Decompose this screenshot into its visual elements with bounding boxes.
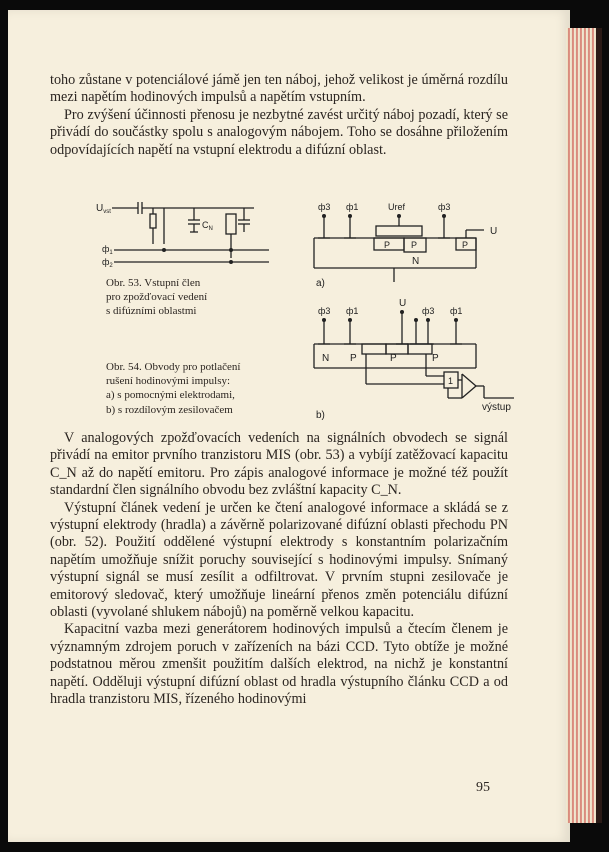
caption-line: pro zpožďovací vedení xyxy=(106,291,208,304)
n-region: N xyxy=(412,256,420,267)
page-edges xyxy=(566,28,596,823)
caption-line: a) s pomocnými elektrodami, xyxy=(106,389,235,402)
phase-label: ф3 xyxy=(438,202,451,212)
phase-label: ф3 xyxy=(318,202,331,212)
phase-label: ф3 xyxy=(422,306,435,316)
p-region: P xyxy=(384,240,391,250)
figure-53-diagram xyxy=(94,192,284,272)
figure-53-caption xyxy=(106,276,207,319)
phi2-label: $ф_2$ xyxy=(102,257,113,269)
figure-54b-diagram xyxy=(304,294,534,424)
u-label: U xyxy=(399,298,407,309)
caption-line: Obr. 53. Vstupní člen xyxy=(106,277,201,289)
amplifier-label: 1 xyxy=(448,376,454,386)
figure-54-caption xyxy=(106,360,240,417)
paragraph-2: Pro zvýšení účinnosti přenosu je nezbytné zavést určitý náboj pozadí, který se přivádí do součástky spolu s analogovým nábojem. Toho se dosáhne přiložením odpovídajících napětí na vstupní elektrodu a difúzní oblast. xyxy=(50,106,508,158)
phi1-label: $ф_1$ xyxy=(102,244,113,256)
paragraph-5: Kapacitní vazba mezi generátorem hodinových impulsů a čtecím členem je významným zdrojem poruch v zařízeních na bázi CCD. Tyto obtíže je možné podstatnou měrou zmenšit použitím dalších elektrod, na nichž je konstantní napětí. Odděluji výstupní difúzní oblast od hradla výstupního článku CCD a od hradla tranzistoru MIS, řízeného hodinovými xyxy=(50,621,508,708)
phase-label: ф1 xyxy=(346,202,359,212)
phase-label: ф3 xyxy=(318,306,331,316)
phase-label: ф1 xyxy=(346,306,359,316)
page-number: 95 xyxy=(476,780,490,795)
p-region: P xyxy=(462,240,469,250)
top-text xyxy=(50,72,508,159)
paragraph-4: Výstupní článek vedení je určen ke čtení analogové informace a skládá se z výstupní elektrody (hradla) a závěrně polarizované difúzní oblasti přechodu PN (obr. 52). Použití oddělené výstupní elektrody s konstantním polarizačním napětím umožňuje snížit poruchy související s hodinovými impulsy. Snímaný výstupní signál se musí zesílit a odfiltrovat. V prvním stupni zesilovače je emitorový sledovač, který umožňuje lineární přenos změn potenciálu difúzní oblasti (vyvolané shlukem nábojů) na poměrně velkou kapacitu. xyxy=(50,499,508,621)
p-region: P xyxy=(350,353,357,364)
fig-tag-b: b) xyxy=(316,410,325,421)
uref-label: Uref xyxy=(388,202,406,212)
caption-line: rušení hodinovými impulsy: xyxy=(106,375,231,388)
phase-label: ф1 xyxy=(450,306,463,316)
book-page xyxy=(8,10,570,842)
paragraph-1: toho zůstane v potenciálové jámě jen ten náboj, jehož velikost je úměrná rozdílu mezi napětím hodinových impulsů a napětím vstupním. xyxy=(50,72,508,106)
cn-label: $C_N$ xyxy=(202,220,213,232)
uvst-label: $U_{vst}$ xyxy=(96,203,111,215)
p-region: P xyxy=(432,353,439,364)
figure-54a-diagram xyxy=(304,198,514,288)
fig-tag-a: a) xyxy=(316,278,325,288)
p-region: P xyxy=(390,353,397,364)
caption-line: b) s rozdílovým zesilovačem xyxy=(106,403,233,416)
u-label: U xyxy=(490,226,498,237)
caption-line: s difúzními oblastmi xyxy=(106,305,197,318)
caption-line: Obr. 54. Obvody pro potlačení xyxy=(106,361,241,373)
paragraph-3: V analogových zpožďovacích vedeních na signálních obvodech se signál přivádí na emitor prvního tranzistoru MIS (obr. 53) a vybíjí zatěžovací kapacitu C_N až do napětí emitoru. Pro zápis analogové informace je možné též použít standardní člen signálního obvodu bez zvláštní kapacity C_N. xyxy=(50,430,508,499)
book-spine-shadow xyxy=(596,28,602,823)
bottom-text xyxy=(50,430,508,709)
output-label: výstup xyxy=(482,402,511,413)
n-region: N xyxy=(322,353,330,364)
p-region: P xyxy=(411,240,418,250)
